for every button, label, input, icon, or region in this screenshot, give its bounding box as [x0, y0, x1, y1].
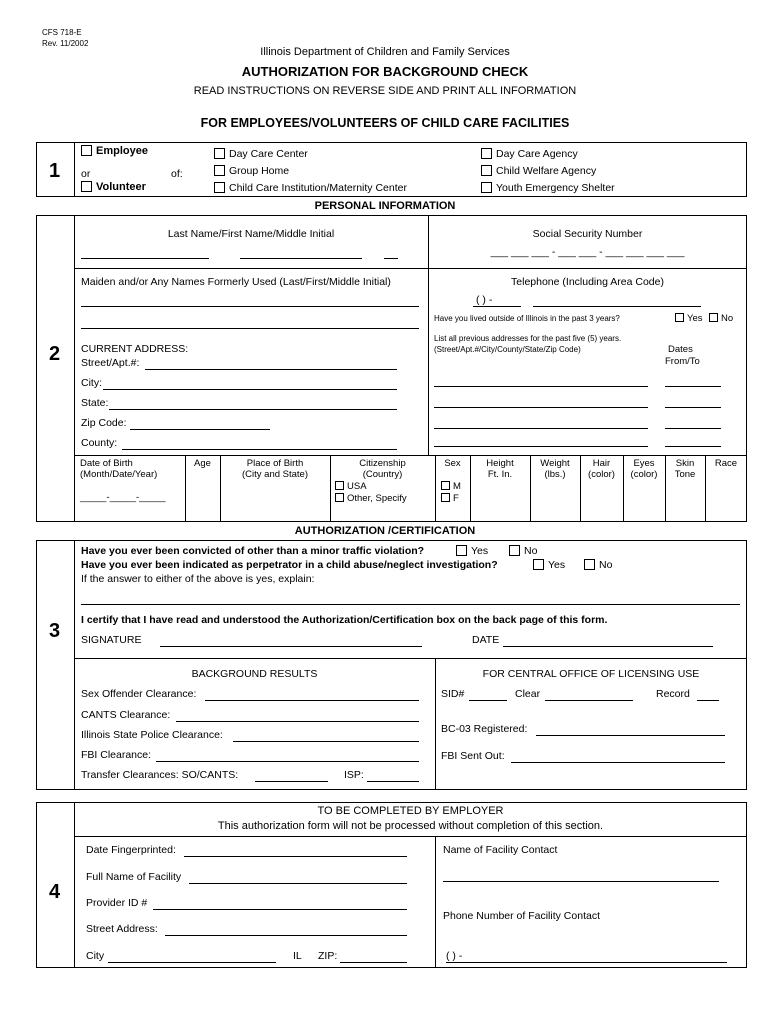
prev-dates-field-4[interactable] [665, 446, 721, 447]
lived-outside-no[interactable]: No [709, 313, 733, 324]
dob-label: Date of Birth [80, 458, 133, 469]
age-label: Age [194, 458, 211, 469]
isp-short-field[interactable] [367, 781, 419, 782]
street-address-field[interactable] [165, 935, 407, 936]
prev-address-field-1[interactable] [434, 386, 648, 387]
contact-phone-field[interactable]: ( ) - [446, 950, 463, 962]
checkbox[interactable] [481, 148, 492, 159]
sex-label: Sex [444, 458, 461, 469]
or-label: or [81, 168, 91, 180]
isp-clearance-field[interactable] [233, 741, 419, 742]
explain-label: If the answer to either of the above is yes, explain: [81, 573, 315, 585]
certify-statement: I certify that I have read and understood the Authorization/Certification box on the back page of this form. [81, 614, 608, 626]
sex-offender-field[interactable] [205, 700, 419, 701]
height-units: Ft. In. [487, 469, 513, 480]
country-label: (Country) [362, 469, 403, 480]
record-field[interactable] [697, 700, 719, 701]
provider-id-field[interactable] [153, 909, 407, 910]
checkbox[interactable] [481, 182, 492, 193]
prev-address-field-2[interactable] [434, 407, 648, 408]
checkbox[interactable] [456, 545, 467, 556]
clear-field[interactable] [545, 700, 633, 701]
county-label: County: [81, 437, 118, 449]
form-revision: Rev. 11/2002 [42, 39, 89, 48]
section-1-number: 1 [49, 160, 61, 182]
phone-label: Telephone (Including Area Code) [511, 276, 664, 288]
weight-units: (lbs.) [544, 469, 566, 480]
central-office-heading: FOR CENTRAL OFFICE OF LICENSING USE [482, 668, 700, 680]
previous-addresses-label: List all previous addresses for the past five (5) years. [434, 334, 622, 343]
form-instructions: READ INSTRUCTIONS ON REVERSE SIDE AND PRINT ALL INFORMATION [193, 85, 577, 97]
facility-zip-field[interactable] [340, 962, 407, 963]
conviction-no[interactable]: No [509, 545, 537, 557]
section-2-number: 2 [49, 343, 61, 365]
checkbox[interactable] [584, 559, 595, 570]
zip-field[interactable] [130, 429, 270, 430]
first-name-field[interactable] [240, 258, 362, 259]
clear-label: Clear [515, 688, 541, 700]
street-address-label: Street Address: [86, 923, 158, 935]
bc03-label: BC-03 Registered: [441, 723, 528, 735]
checkbox[interactable] [509, 545, 520, 556]
explain-field[interactable] [81, 604, 740, 605]
citizenship-label: Citizenship [359, 458, 406, 469]
facility-city-field[interactable] [108, 962, 276, 963]
volunteer-option[interactable]: Volunteer [81, 181, 146, 193]
transfer-clearances-label: Transfer Clearances: SO/CANTS: [81, 769, 239, 781]
tone-label: Tone [674, 469, 696, 480]
facility-child-care-institution[interactable]: Child Care Institution/Maternity Center [214, 182, 407, 194]
section-4-number: 4 [49, 881, 61, 903]
prev-dates-field-3[interactable] [665, 428, 721, 429]
checkbox[interactable] [481, 165, 492, 176]
bc03-field[interactable] [536, 735, 725, 736]
from-to-label: From/To [665, 356, 700, 367]
checkbox[interactable] [533, 559, 544, 570]
fbi-sent-label: FBI Sent Out: [441, 750, 505, 762]
employer-heading: TO BE COMPLETED BY EMPLOYER [317, 805, 504, 817]
facility-group-home[interactable]: Group Home [214, 165, 289, 177]
checkbox[interactable] [441, 493, 450, 502]
volunteer-checkbox[interactable] [81, 181, 92, 192]
agency-name: Illinois Department of Children and Family Services [260, 46, 510, 58]
prev-address-field-3[interactable] [434, 428, 648, 429]
il-label: IL [293, 950, 302, 962]
fbi-clearance-label: FBI Clearance: [81, 749, 152, 761]
maiden-name-label: Maiden and/or Any Names Formerly Used (Last/First/Middle Initial) [81, 276, 391, 288]
of-label: of: [171, 168, 183, 180]
facility-child-welfare-agency[interactable]: Child Welfare Agency [481, 165, 596, 177]
street-label: Street/Apt.#: [81, 357, 140, 369]
eyes-color-label: (color) [630, 469, 658, 480]
name-label: Last Name/First Name/Middle Initial [167, 228, 335, 240]
maiden-name-field-2[interactable] [81, 328, 419, 329]
checkbox[interactable] [441, 481, 450, 490]
eyes-label: Eyes [633, 458, 655, 469]
contact-name-field[interactable] [443, 881, 719, 882]
checkbox[interactable] [214, 182, 225, 193]
zip-label: Zip Code: [81, 417, 127, 429]
prev-dates-field-2[interactable] [665, 407, 721, 408]
employee-option[interactable]: Employee [81, 145, 148, 157]
contact-name-label: Name of Facility Contact [443, 844, 558, 856]
ssn-field[interactable]: ___ ___ ___ - ___ ___ - ___ ___ ___ ___ [490, 246, 685, 258]
middle-initial-field[interactable] [384, 258, 398, 259]
background-results-heading: BACKGROUND RESULTS [191, 668, 318, 680]
weight-label: Weight [540, 458, 570, 469]
facility-youth-emergency-shelter[interactable]: Youth Emergency Shelter [481, 182, 615, 194]
fbi-sent-field[interactable] [511, 762, 725, 763]
dates-label: Dates [668, 344, 693, 355]
facility-day-care-center[interactable]: Day Care Center [214, 148, 308, 160]
checkbox[interactable] [214, 148, 225, 159]
lived-outside-question: Have you lived outside of Illinois in the past 3 years? [434, 314, 620, 323]
fbi-clearance-field[interactable] [156, 761, 419, 762]
conviction-question: Have you ever been convicted of other than a minor traffic violation? [81, 545, 425, 557]
date-field[interactable] [503, 646, 713, 647]
date-fingerprinted-field[interactable] [184, 856, 407, 857]
signature-label: SIGNATURE [81, 634, 142, 646]
race-label: Race [714, 458, 738, 469]
pob-format: (City and State) [242, 469, 308, 480]
facility-zip-label: ZIP: [318, 950, 338, 962]
pob-label: Place of Birth [246, 458, 304, 469]
record-label: Record [656, 688, 690, 700]
phone-field[interactable]: ( ) - [476, 294, 493, 306]
signature-field[interactable] [160, 646, 422, 647]
dob-field[interactable]: _____-_____-_____ [80, 492, 166, 503]
so-cants-field[interactable] [255, 781, 328, 782]
date-label: DATE [472, 634, 500, 646]
last-name-field[interactable] [81, 258, 209, 259]
checkbox[interactable] [675, 313, 684, 322]
checkbox[interactable] [709, 313, 718, 322]
employee-checkbox[interactable] [81, 145, 92, 156]
date-fingerprinted-label: Date Fingerprinted: [86, 844, 176, 856]
personal-info-heading: PERSONAL INFORMATION [314, 200, 456, 212]
authorization-heading: AUTHORIZATION /CERTIFICATION [294, 525, 476, 537]
sex-offender-label: Sex Offender Clearance: [81, 688, 197, 700]
perpetrator-yes[interactable]: Yes [533, 559, 565, 571]
facility-name-field[interactable] [189, 883, 407, 884]
conviction-yes[interactable]: Yes [456, 545, 488, 557]
dob-format: (Month/Date/Year) [80, 469, 158, 480]
form-title: AUTHORIZATION FOR BACKGROUND CHECK [241, 64, 529, 79]
sex-male[interactable]: M [441, 481, 461, 492]
checkbox[interactable] [335, 493, 344, 502]
prev-dates-field-1[interactable] [665, 386, 721, 387]
county-field[interactable] [122, 449, 397, 450]
form-subtitle: FOR EMPLOYEES/VOLUNTEERS OF CHILD CARE FACILITIES [200, 116, 570, 130]
checkbox[interactable] [335, 481, 344, 490]
isp-clearance-label: Illinois State Police Clearance: [81, 729, 223, 741]
city-field[interactable] [103, 389, 397, 390]
facility-day-care-agency[interactable]: Day Care Agency [481, 148, 578, 160]
form-id: CFS 718-E [42, 28, 82, 37]
hair-label: Hair [592, 458, 611, 469]
checkbox[interactable] [214, 165, 225, 176]
skin-label: Skin [675, 458, 695, 469]
provider-id-label: Provider ID # [86, 897, 148, 909]
sid-label: SID# [441, 688, 465, 700]
cants-field[interactable] [176, 721, 419, 722]
hair-color-label: (color) [588, 469, 615, 480]
lived-outside-yes[interactable]: Yes [675, 313, 703, 324]
sex-female[interactable]: F [441, 493, 459, 504]
facility-name-label: Full Name of Facility [86, 871, 182, 883]
facility-city-label: City [86, 950, 105, 962]
state-label: State: [81, 397, 109, 409]
citizenship-other[interactable]: Other, Specify [335, 493, 407, 504]
city-label: City: [81, 377, 102, 389]
previous-addresses-format: (Street/Apt.#/City/County/State/Zip Code) [434, 345, 581, 354]
perpetrator-question: Have you ever been indicated as perpetrator in a child abuse/neglect investigation? [81, 559, 498, 571]
citizenship-usa[interactable]: USA [335, 481, 367, 492]
current-address-label: CURRENT ADDRESS: [81, 343, 189, 355]
ssn-label: Social Security Number [532, 228, 643, 240]
prev-address-field-4[interactable] [434, 446, 648, 447]
maiden-name-field-1[interactable] [81, 306, 419, 307]
section-3-number: 3 [49, 620, 61, 642]
contact-phone-label: Phone Number of Facility Contact [443, 910, 600, 922]
perpetrator-no[interactable]: No [584, 559, 612, 571]
cants-label: CANTS Clearance: [81, 709, 171, 721]
isp-short-label: ISP: [344, 769, 364, 781]
state-field[interactable] [109, 409, 397, 410]
employer-note: This authorization form will not be processed without completion of this section. [217, 820, 604, 832]
street-field[interactable] [145, 369, 397, 370]
height-label: Height [486, 458, 514, 469]
sid-field[interactable] [469, 700, 507, 701]
